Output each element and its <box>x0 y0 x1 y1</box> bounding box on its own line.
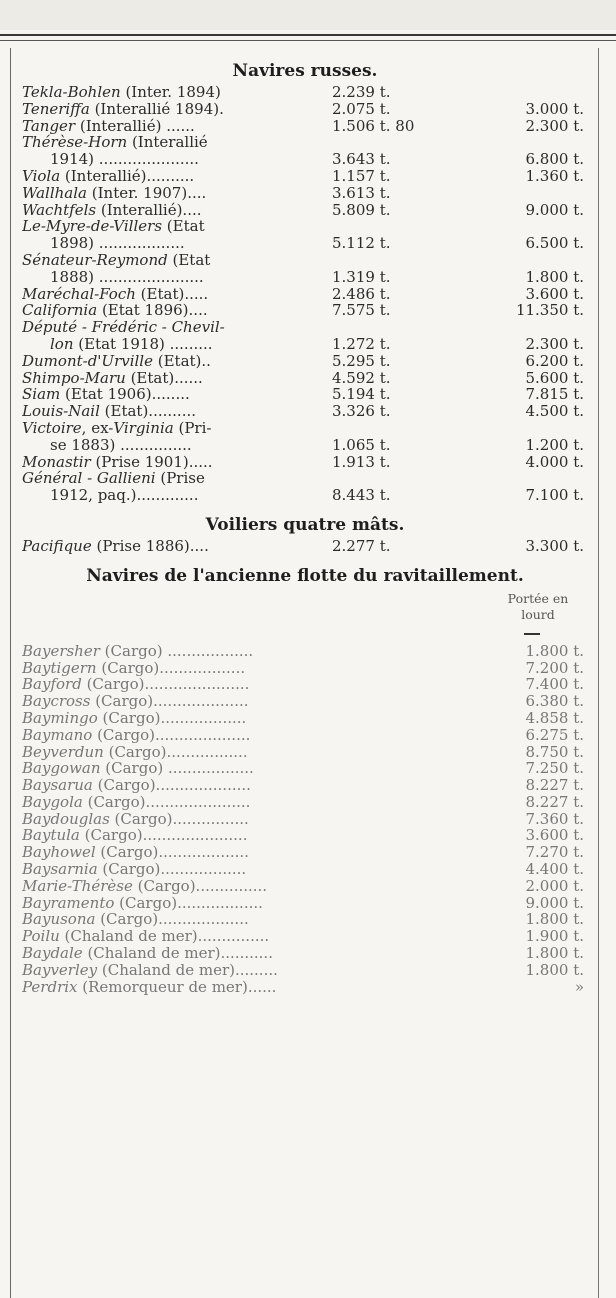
table-row <box>22 811 588 828</box>
ship-note: (Etat).......... <box>99 403 196 420</box>
tonnage-gross: 3.643 t. <box>332 150 391 169</box>
section-heading: Navires russes. <box>232 61 378 81</box>
table-row <box>22 437 588 454</box>
section-gap <box>22 504 588 512</box>
ship-name: Victoire <box>22 419 82 437</box>
ship-cell <box>22 945 328 962</box>
table-row <box>22 710 588 727</box>
ship-name: Député - Frédéric - Chevil- <box>22 319 225 336</box>
tonnage-gross: 1.065 t. <box>332 435 391 454</box>
tonnage-gross: 1.319 t. <box>332 267 391 286</box>
ship-cell <box>22 911 328 928</box>
tonnage-deadweight: 6.800 t. <box>525 150 584 169</box>
ship-name: Baygowan <box>22 760 101 778</box>
ship-cell <box>22 643 328 660</box>
ship-note: (Interallié).... <box>96 201 202 219</box>
ship-cell <box>22 470 328 487</box>
ship-name: Siam <box>22 386 61 404</box>
tonnage-deadweight: 7.815 t. <box>525 385 584 404</box>
column-header-label: Portée en lourd <box>507 590 569 622</box>
ship-name: Baygola <box>22 793 83 811</box>
ship-note: 1912, paq.)............. <box>50 487 199 504</box>
ship-cell <box>22 336 356 353</box>
ship-name: lon <box>50 335 74 353</box>
table-row <box>22 660 588 677</box>
ship-note: (Cargo).................. <box>97 861 247 878</box>
ship-cell <box>22 302 328 319</box>
ship-name: Bayford <box>22 676 82 694</box>
top-rule <box>0 34 616 36</box>
ship-cell <box>22 811 328 828</box>
tonnage-deadweight: 2.300 t. <box>525 334 584 353</box>
ship-cell <box>22 777 328 794</box>
ship-note: (Prise <box>155 470 205 488</box>
table-row <box>22 252 588 269</box>
tonnage-gross: 1.157 t. <box>332 166 391 185</box>
tonnage-deadweight: 9.000 t. <box>525 200 584 219</box>
ship-cell <box>22 878 328 895</box>
table-row <box>22 693 588 710</box>
ship-note: (Etat <box>167 251 211 269</box>
tonnage-gross: 3.613 t. <box>332 183 391 202</box>
table-row <box>22 979 588 996</box>
ship-name: Viola <box>22 167 61 185</box>
ship-name: Baycross <box>22 693 91 710</box>
tonnage-deadweight: 7.270 t. <box>525 843 584 862</box>
ship-name: Bayusona <box>22 911 96 929</box>
tonnage-deadweight: 1.800 t. <box>525 910 584 929</box>
ship-note: (Cargo).................. <box>96 659 246 677</box>
table-row <box>22 727 588 744</box>
table-row <box>22 676 588 693</box>
ship-name: Monastir <box>22 453 91 471</box>
ship-note: (Etat)..... <box>135 285 209 303</box>
table-row <box>22 487 588 504</box>
section-heading: Navires de l'ancienne flotte du ravitaillement. <box>86 565 524 586</box>
ship-name: Bayverley <box>22 961 98 979</box>
ship-name: California <box>22 302 98 320</box>
tonnage-gross: 2.486 t. <box>332 284 391 303</box>
ship-note: (Etat <box>162 218 205 236</box>
top-band <box>0 0 616 30</box>
tonnage-gross: 5.194 t. <box>332 385 391 404</box>
tonnage-deadweight: 7.250 t. <box>525 759 584 778</box>
ship-cell <box>22 84 328 101</box>
table-row <box>22 235 588 252</box>
ship-cell <box>22 286 328 303</box>
column-header-dash <box>22 627 588 643</box>
tonnage-deadweight: 9.000 t. <box>525 893 584 912</box>
ship-cell <box>22 676 328 693</box>
ship-name: Sénateur-Reymond <box>22 251 168 269</box>
ship-cell <box>22 727 328 744</box>
ship-note: , ex- <box>81 419 114 437</box>
ship-name: Général - Gallieni <box>22 470 156 488</box>
section-heading: Voiliers quatre mâts. <box>205 514 405 535</box>
ship-name: Dumont-d'Urville <box>22 352 153 370</box>
tonnage-gross: 5.112 t. <box>332 234 391 253</box>
ship-note: (Prise 1901)..... <box>90 453 213 471</box>
ship-cell <box>22 403 328 420</box>
table-row <box>22 538 588 555</box>
ship-name: Teneriffa <box>22 100 90 118</box>
ship-cell <box>22 487 356 504</box>
ship-cell <box>22 235 356 252</box>
ship-note: 1888) ...................... <box>50 268 204 286</box>
ship-note: (Interallié) ...... <box>75 117 195 135</box>
ship-note: (Cargo).................... <box>92 777 251 794</box>
table-row <box>22 861 588 878</box>
tonnage-gross: 2.075 t. <box>332 99 391 118</box>
tonnage-deadweight: 4.400 t. <box>525 860 584 879</box>
ship-name: Baysarnia <box>22 861 98 878</box>
ship-name: Shimpo-Maru <box>22 369 126 387</box>
ship-note: (Chaland de mer)........... <box>82 945 273 962</box>
ship-cell <box>22 794 328 811</box>
ship-cell <box>22 827 328 844</box>
ship-name: Baytula <box>22 827 80 845</box>
ship-name: Poilu <box>22 928 60 946</box>
table-row <box>22 454 588 471</box>
table-row <box>22 470 588 487</box>
tonnage-deadweight: 7.360 t. <box>525 809 584 828</box>
ship-note-alt: (Pri- <box>173 419 212 437</box>
ship-cell <box>22 269 356 286</box>
table-row <box>22 928 588 945</box>
table-row <box>22 319 588 336</box>
ship-cell <box>22 420 328 437</box>
table-row <box>22 134 588 151</box>
ship-note: (Cargo)................... <box>95 844 249 862</box>
tonnage-deadweight: 4.500 t. <box>525 402 584 421</box>
ship-note: (Interallié).......... <box>60 167 195 185</box>
tonnage-deadweight: 3.300 t. <box>525 536 584 555</box>
tonnage-deadweight: 3.600 t. <box>525 284 584 303</box>
column-header <box>22 589 588 627</box>
ship-note: (Etat 1896).... <box>97 302 208 320</box>
ship-note: se 1883) ............... <box>50 436 192 454</box>
ship-cell <box>22 218 328 235</box>
ship-cell <box>22 118 328 135</box>
table-row <box>22 84 588 101</box>
tonnage-deadweight: 6.500 t. <box>525 234 584 253</box>
tonnage-deadweight: 6.200 t. <box>525 351 584 370</box>
ship-cell <box>22 861 328 878</box>
tonnage-deadweight: 2.300 t. <box>525 116 584 135</box>
ship-note: (Cargo).................... <box>90 693 249 710</box>
ship-note: (Cargo) .................. <box>99 642 254 660</box>
ship-cell <box>22 928 328 945</box>
table-row <box>22 336 588 353</box>
ship-note: (Cargo)................ <box>109 810 249 828</box>
ship-cell <box>22 252 328 269</box>
ship-name: Baytigern <box>22 659 97 677</box>
tonnage-gross: 1.913 t. <box>332 452 391 471</box>
tonnage-deadweight: 3.000 t. <box>525 99 584 118</box>
tonnage-deadweight: 11.350 t. <box>515 301 584 320</box>
ship-note: (Etat).. <box>152 352 211 370</box>
tonnage-gross: 3.326 t. <box>332 402 391 421</box>
right-border <box>598 48 599 1298</box>
tonnage-deadweight: 1.800 t. <box>525 960 584 979</box>
table-row <box>22 744 588 761</box>
table-row <box>22 118 588 135</box>
table-row <box>22 269 588 286</box>
left-border <box>10 48 11 1298</box>
tonnage-deadweight: 6.380 t. <box>525 692 584 711</box>
tonnage-deadweight: 5.600 t. <box>525 368 584 387</box>
ship-cell <box>22 454 328 471</box>
ship-name: Perdrix <box>22 978 78 996</box>
ship-note: (Cargo)...................... <box>79 827 248 845</box>
tonnage-deadweight: 6.275 t. <box>525 725 584 744</box>
ship-name: Baydale <box>22 945 83 962</box>
tonnage-deadweight: 1.800 t. <box>525 641 584 660</box>
table-row <box>22 151 588 168</box>
ship-name: Bayersher <box>22 642 100 660</box>
ship-cell <box>22 168 328 185</box>
ship-note: 1914) ..................... <box>50 151 199 168</box>
table-row <box>22 878 588 895</box>
ship-name: Wallhala <box>22 184 87 202</box>
ship-name-alt: Virginia <box>113 419 174 437</box>
ship-note: (Etat 1906)........ <box>60 386 190 404</box>
ship-cell <box>22 101 328 118</box>
tonnage-gross: 5.295 t. <box>332 351 391 370</box>
ship-name: Tanger <box>22 117 76 135</box>
tonnage-gross: 4.592 t. <box>332 368 391 387</box>
ship-cell <box>22 353 328 370</box>
ship-note: (Cargo).................. <box>114 894 263 912</box>
ship-cell <box>22 979 328 996</box>
ship-cell <box>22 319 328 336</box>
table-row <box>22 185 588 202</box>
tonnage-deadweight: 8.227 t. <box>525 792 584 811</box>
ship-name: Marie-Thérèse <box>22 877 133 895</box>
tonnage-deadweight: 8.227 t. <box>525 776 584 795</box>
ship-name: Baymingo <box>22 709 98 727</box>
ship-note: (Interallié 1894). <box>89 100 224 118</box>
ship-note: (Cargo) .................. <box>100 760 254 778</box>
ship-note: (Remorqueur de mer)...... <box>77 978 277 996</box>
table-row <box>22 777 588 794</box>
ship-note: (Chaland de mer)......... <box>97 961 278 979</box>
table-row <box>22 168 588 185</box>
ship-note: (Prise 1886).... <box>91 537 209 555</box>
table-row <box>22 643 588 660</box>
table-row <box>22 911 588 928</box>
ship-note: 1898) .................. <box>50 235 185 252</box>
table-row <box>22 844 588 861</box>
ship-note: (Cargo)...................... <box>82 793 251 811</box>
tonnage-deadweight: 1.200 t. <box>525 435 584 454</box>
ship-note: (Inter. 1894) <box>120 84 221 101</box>
tonnage-gross: 2.277 t. <box>332 536 391 555</box>
table-row <box>22 302 588 319</box>
tonnage-gross: 1.272 t. <box>332 334 391 353</box>
table-row <box>22 353 588 370</box>
ship-name: Baysarua <box>22 777 93 794</box>
tonnage-gross: 7.575 t. <box>332 301 391 320</box>
ship-cell <box>22 660 328 677</box>
table-row <box>22 202 588 219</box>
ship-name: Wachtfels <box>22 201 97 219</box>
ship-cell <box>22 134 328 151</box>
ship-cell <box>22 760 328 777</box>
tonnage-deadweight: 7.400 t. <box>525 675 584 694</box>
tonnage-deadweight: 4.858 t. <box>525 708 584 727</box>
ship-cell <box>22 744 328 761</box>
tonnage-deadweight: 1.800 t. <box>525 267 584 286</box>
ship-name: Maréchal-Foch <box>22 285 136 303</box>
ship-cell <box>22 370 328 387</box>
table-row <box>22 420 588 437</box>
table-row <box>22 945 588 962</box>
ship-name: Beyverdun <box>22 743 104 761</box>
ship-cell <box>22 151 356 168</box>
ship-name: Thérèse-Horn <box>22 134 128 152</box>
table-row <box>22 386 588 403</box>
tonnage-gross: 5.809 t. <box>332 200 391 219</box>
ship-cell <box>22 895 328 912</box>
ship-cell <box>22 202 328 219</box>
ship-name: Baydouglas <box>22 810 110 828</box>
ship-cell <box>22 693 328 710</box>
ship-cell <box>22 185 328 202</box>
section-gap <box>22 555 588 563</box>
ship-cell <box>22 386 328 403</box>
table-row <box>22 760 588 777</box>
tonnage-deadweight: 4.000 t. <box>525 452 584 471</box>
ship-name: Le-Myre-de-Villers <box>22 218 163 236</box>
ship-cell <box>22 844 328 861</box>
tonnage-deadweight: 8.750 t. <box>525 742 584 761</box>
ship-note: (Etat 1918) ......... <box>73 335 213 353</box>
ship-name: Pacifique <box>22 537 92 555</box>
tonnage-deadweight: » <box>574 977 584 996</box>
tonnage-deadweight: 1.900 t. <box>525 927 584 946</box>
tonnage-gross: 8.443 t. <box>332 486 391 505</box>
tonnage-deadweight: 7.200 t. <box>525 658 584 677</box>
ship-note: (Etat)...... <box>125 369 203 387</box>
ship-cell <box>22 437 356 454</box>
ship-name: Bayhowel <box>22 844 96 862</box>
table-row <box>22 827 588 844</box>
ship-cell <box>22 538 328 555</box>
ship-name: Tekla-Bohlen <box>22 84 121 101</box>
table-row <box>22 101 588 118</box>
tonnage-gross: 1.506 t. 80 <box>332 116 415 135</box>
ship-cell <box>22 710 328 727</box>
tonnage-deadweight: 2.000 t. <box>525 876 584 895</box>
tonnage-deadweight: 1.360 t. <box>525 166 584 185</box>
tonnage-deadweight: 1.800 t. <box>525 944 584 963</box>
top-rule-thin <box>0 40 616 41</box>
ship-note: (Inter. 1907).... <box>87 184 207 202</box>
ship-name: Bayramento <box>22 894 115 912</box>
ship-name: Louis-Nail <box>22 403 100 420</box>
table-row <box>22 370 588 387</box>
table-row <box>22 403 588 420</box>
ship-note: (Chaland de mer)............... <box>59 928 270 946</box>
tonnage-gross: 2.239 t. <box>332 83 391 101</box>
tonnage-deadweight: 3.600 t. <box>525 826 584 845</box>
ship-note: (Interallié <box>127 134 208 152</box>
ship-note: (Cargo)...................... <box>81 676 250 694</box>
ship-list <box>22 58 588 995</box>
table-row <box>22 794 588 811</box>
table-row <box>22 962 588 979</box>
ship-note: (Cargo)............... <box>132 877 268 895</box>
table-row <box>22 286 588 303</box>
table-row <box>22 218 588 235</box>
tonnage-deadweight: 7.100 t. <box>525 486 584 505</box>
dash-mark <box>524 633 540 635</box>
ship-note: (Cargo)................. <box>103 743 248 761</box>
table-row <box>22 895 588 912</box>
ship-name: Baymano <box>22 726 93 744</box>
ship-note: (Cargo)................... <box>95 911 249 929</box>
ship-cell <box>22 962 328 979</box>
ship-note: (Cargo).................... <box>92 726 251 744</box>
ship-note: (Cargo).................. <box>97 709 247 727</box>
